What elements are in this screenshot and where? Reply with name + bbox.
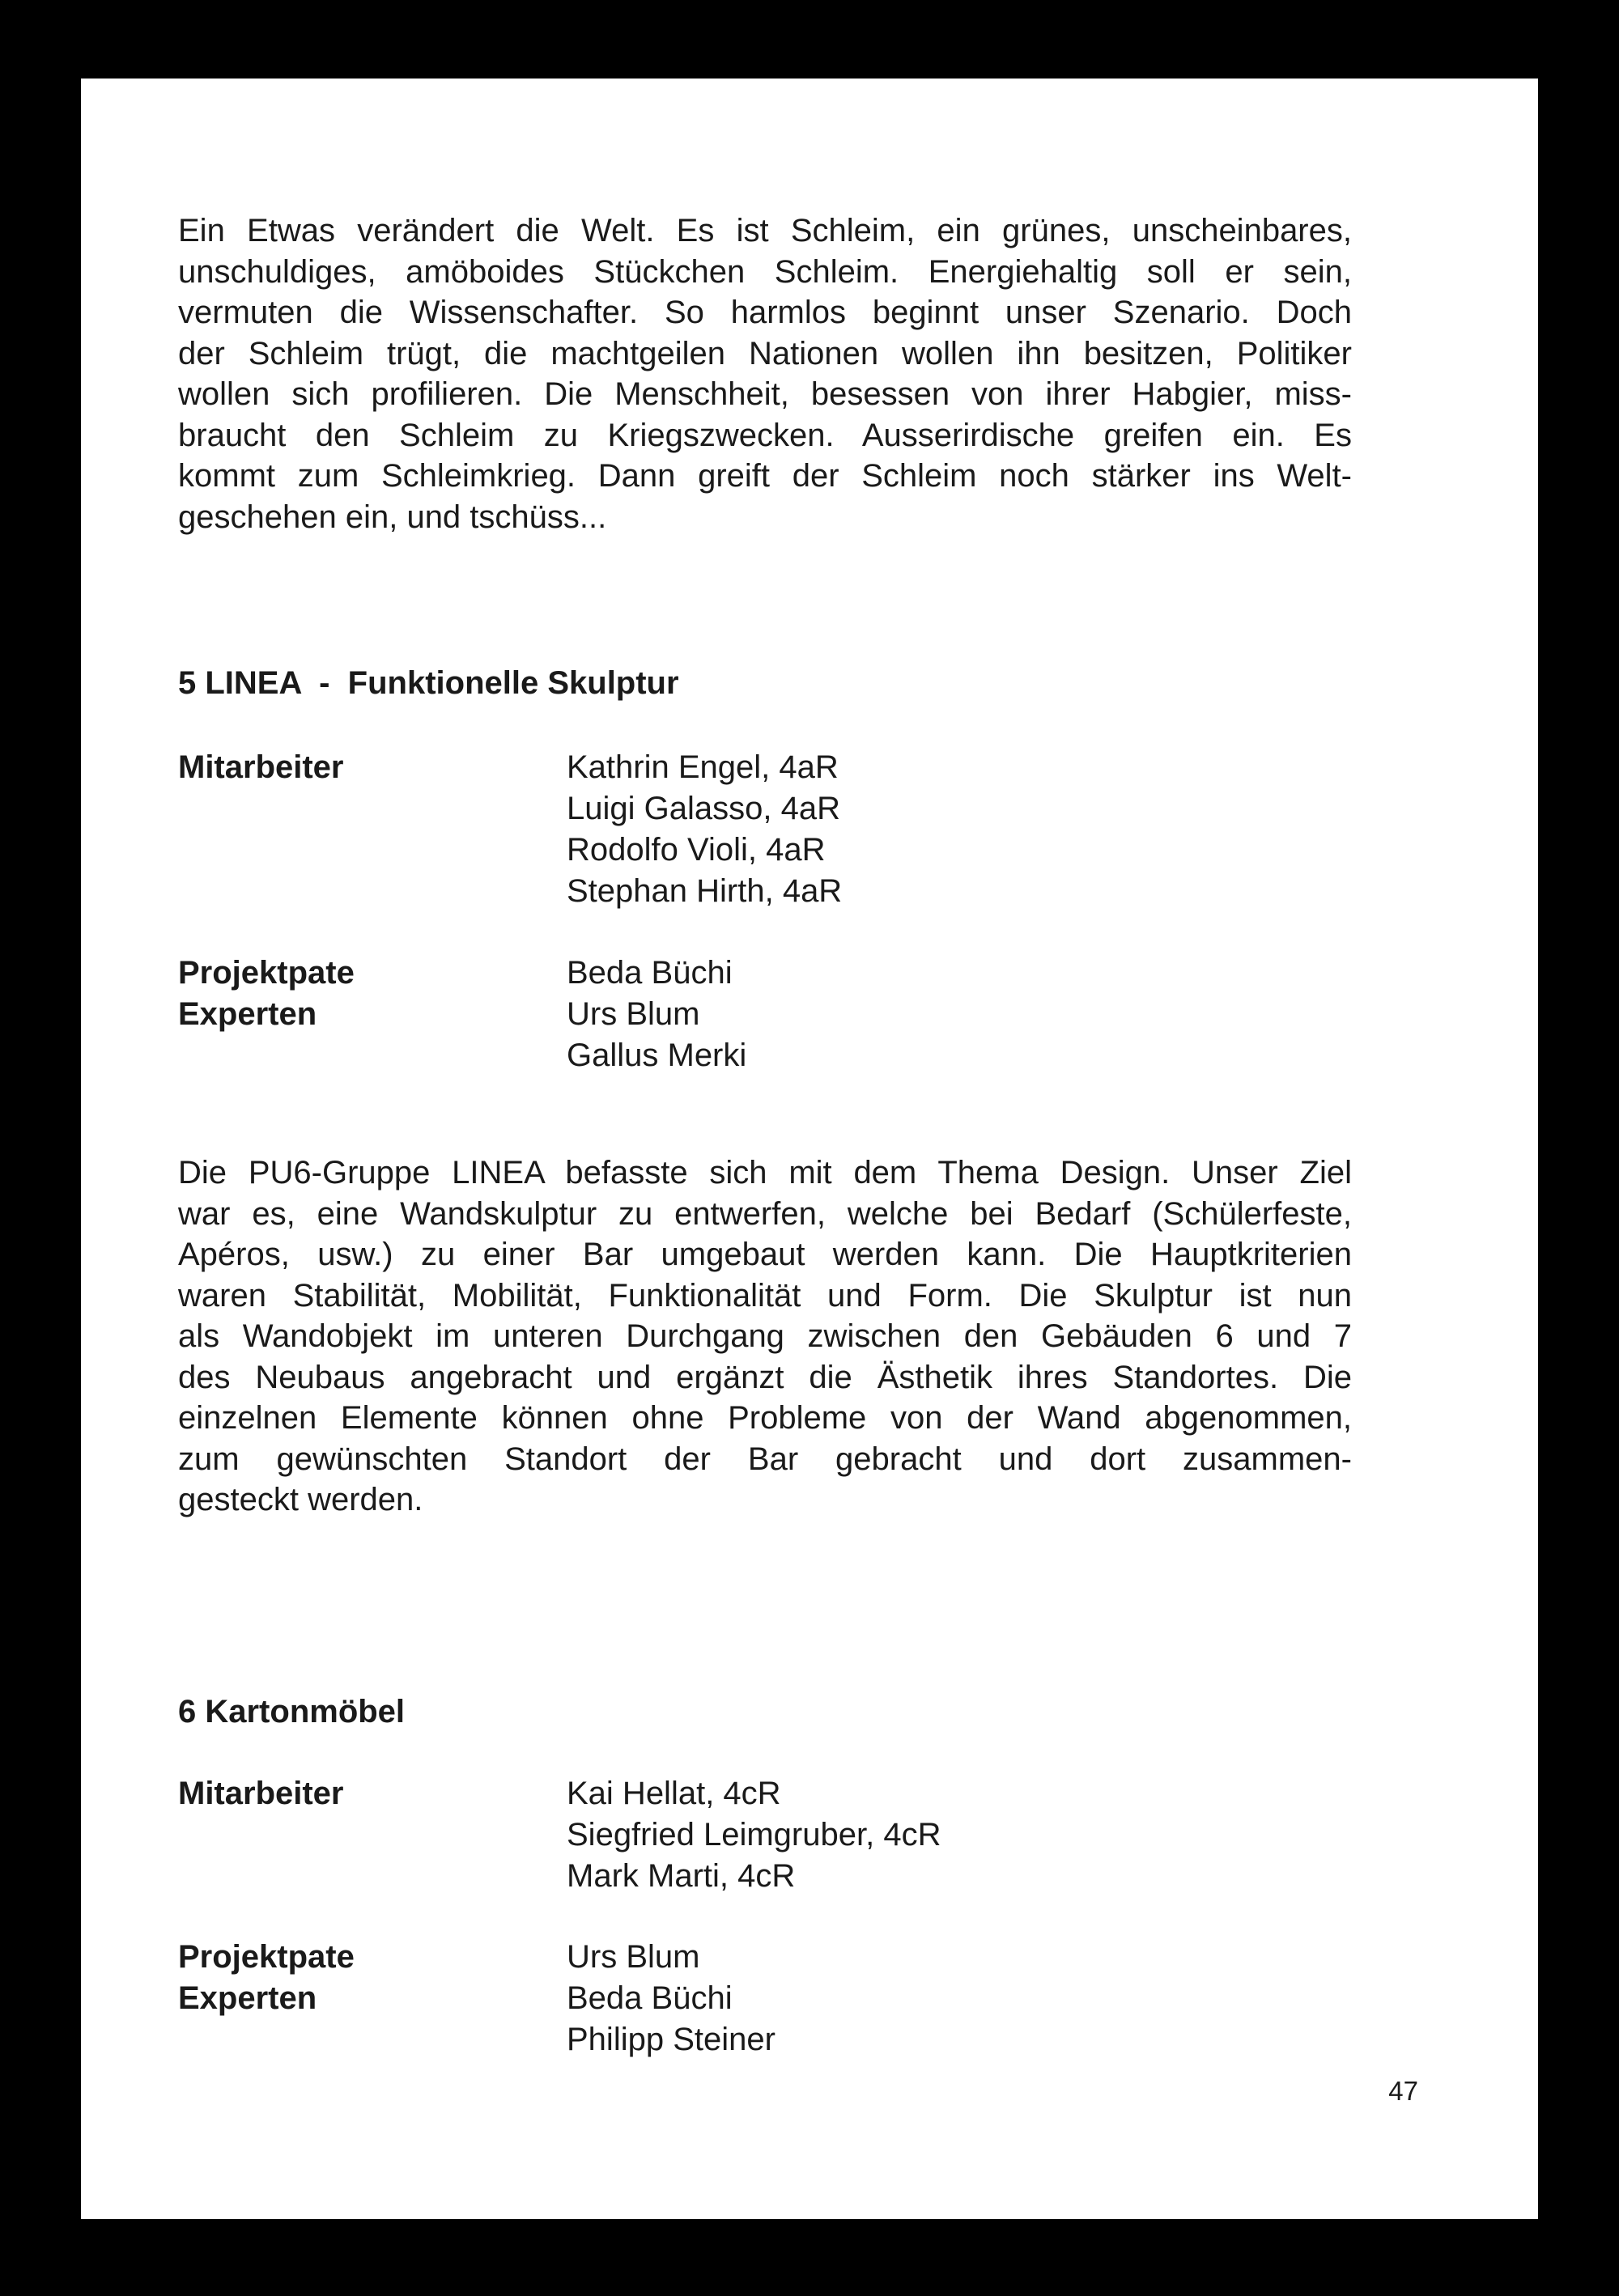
section-5-heading: 5 LINEA - Funktionelle Skulptur [178,665,679,701]
section-6-patron-list [567,1937,776,2060]
page-number: 47 [1388,2076,1418,2106]
text-line: als Wandobjekt im unteren Durchgang zwischen den Gebäuden 6 und 7 [178,1318,1352,1354]
experts-label: Experten [178,1980,317,2016]
section-5-team-label: Mitarbeiter [178,749,344,785]
team-member: Mark Marti, 4cR [567,1858,796,1894]
section-6-team-list [567,1773,941,1897]
team-member: Kai Hellat, 4cR [567,1776,781,1811]
text-line: geschehen ein, und tschüss... [178,499,607,535]
patron-name: Beda Büchi [567,955,733,991]
section-6-heading: 6 Kartonmöbel [178,1694,406,1729]
section-5-team-list [567,747,842,912]
text-line: Die PU6-Gruppe LINEA befasste sich mit dem Thema Design. Unser Ziel [178,1155,1352,1190]
team-member: Luigi Galasso, 4aR [567,791,840,826]
text-line: braucht den Schleim zu Kriegszwecken. Ausserirdische greifen ein. Es [178,417,1352,453]
section-5-patron-list [567,953,746,1076]
text-line: zum gewünschten Standort der Bar gebracht und dort zusammen- [178,1441,1352,1477]
patron-name: Urs Blum [567,1939,700,1975]
team-member: Kathrin Engel, 4aR [567,749,839,785]
team-member: Stephan Hirth, 4aR [567,873,843,909]
patron-label: Projektpate [178,1939,355,1975]
text-line: Ein Etwas verändert die Welt. Es ist Schleim, ein grünes, unscheinbares, [178,213,1352,248]
patron-label: Projektpate [178,955,355,991]
text-line: einzelnen Elemente können ohne Probleme von der Wand abgenommen, [178,1400,1352,1436]
text-line: gesteckt werden. [178,1482,423,1517]
section-5-body [178,1152,1352,1521]
patron-name: Philipp Steiner [567,2022,776,2057]
text-line: wollen sich profilieren. Die Menschheit, besessen von ihrer Habgier, miss- [178,376,1352,412]
text-line: kommt zum Schleimkrieg. Dann greift der Schleim noch stärker ins Welt- [178,458,1352,494]
experts-label: Experten [178,996,317,1032]
document-page [81,79,1538,2219]
patron-name: Gallus Merki [567,1038,747,1073]
text-line: der Schleim trügt, die machtgeilen Nationen wollen ihn besitzen, Politiker [178,335,1352,371]
team-member: Siegfried Leimgruber, 4cR [567,1817,941,1853]
text-line: Apéros, usw.) zu einer Bar umgebaut werden kann. Die Hauptkriterien [178,1237,1352,1272]
text-line: vermuten die Wissenschafter. So harmlos beginnt unser Szenario. Doch [178,295,1352,330]
section-6-patron-labels [178,1937,355,2019]
text-line: des Neubaus angebracht und ergänzt die Ästhetik ihres Standortes. Die [178,1359,1352,1395]
text-line: waren Stabilität, Mobilität, Funktionalität und Form. Die Skulptur ist nun [178,1277,1352,1314]
patron-name: Beda Büchi [567,1980,733,2016]
text-line: war es, eine Wandskulptur zu entwerfen, welche bei Bedarf (Schülerfeste, [178,1195,1352,1232]
section-5-patron-labels [178,953,355,1035]
patron-name: Urs Blum [567,996,700,1032]
section-6-team-label: Mitarbeiter [178,1776,344,1811]
intro-paragraph [178,210,1352,537]
text-line: unschuldiges, amöboides Stückchen Schleim. Energiehaltig soll er sein, [178,253,1352,290]
team-member: Rodolfo Violi, 4aR [567,832,826,868]
